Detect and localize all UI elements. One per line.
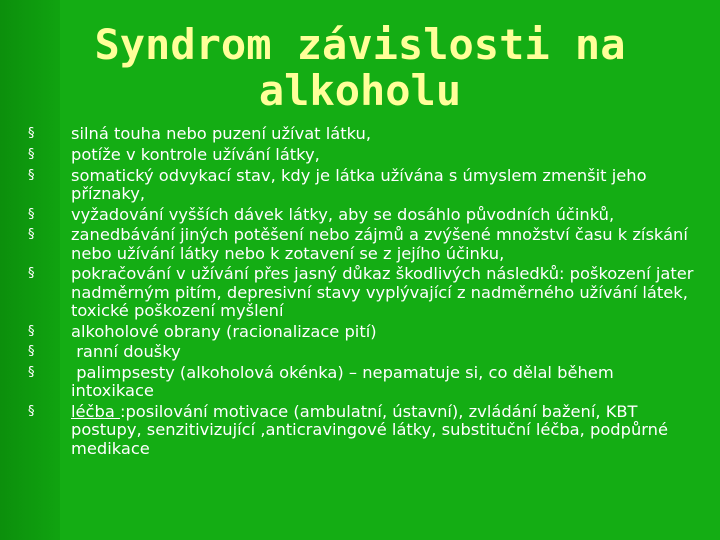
- list-item: [28, 226, 698, 262]
- list-item: [28, 167, 698, 203]
- list-item: [28, 343, 698, 361]
- section-bullet-icon: §: [28, 167, 35, 183]
- list-item: [28, 265, 698, 320]
- list-item-text: pokračování v užívání přes jasný důkaz škodlivých následků: poškození jater nadměrným pitím, depresivní stavy vyplývající z nadměrného užívání látek, toxické poškození myšlení: [71, 264, 694, 320]
- list-item: [28, 206, 698, 224]
- section-bullet-icon: §: [28, 206, 35, 222]
- section-bullet-icon: §: [28, 323, 35, 339]
- slide-title: Syndrom závislosti na alkoholu: [94, 20, 626, 115]
- list-item-text: ranní doušky: [71, 342, 181, 362]
- list-item-text: palimpsesty (alkoholová okénka) – nepamatuje si, co dělal během intoxikace: [71, 363, 619, 401]
- bullet-list: [28, 125, 698, 460]
- list-item-text: vyžadování vyšších dávek látky, aby se dosáhlo původních účinků,: [71, 204, 615, 224]
- section-bullet-icon: §: [28, 365, 35, 381]
- section-bullet-icon: §: [28, 146, 35, 162]
- list-item: [28, 146, 698, 164]
- section-bullet-icon: §: [28, 227, 35, 243]
- list-item: [28, 364, 698, 400]
- list-item: [28, 125, 698, 143]
- list-item-text: silná touha nebo puzení užívat látku,: [71, 124, 372, 143]
- treatment-label: léčba: [71, 402, 120, 422]
- list-item-text: :posilování motivace (ambulatní, ústavní), zvládání bažení, KBT postupy, senzitivizující ,anticravingové látky, substituční léčba, podpůrné medikace: [71, 402, 669, 458]
- section-bullet-icon: §: [28, 404, 35, 420]
- list-item-text: zanedbávání jiných potěšení nebo zájmů a zvýšené množství času k získání nebo užívání látky nebo k zotavení se z jejího účinku,: [71, 225, 688, 263]
- section-bullet-icon: §: [28, 126, 35, 141]
- section-bullet-icon: §: [28, 266, 35, 282]
- list-item-text: alkoholové obrany (racionalizace pití): [71, 321, 377, 341]
- list-item-text: somatický odvykací stav, kdy je látka užívána s úmyslem zmenšit jeho příznaky,: [71, 165, 647, 203]
- list-item: [28, 403, 698, 458]
- list-item-text: potíže v kontrole užívání látky,: [71, 144, 320, 164]
- section-bullet-icon: §: [28, 344, 35, 360]
- list-item: [28, 323, 698, 341]
